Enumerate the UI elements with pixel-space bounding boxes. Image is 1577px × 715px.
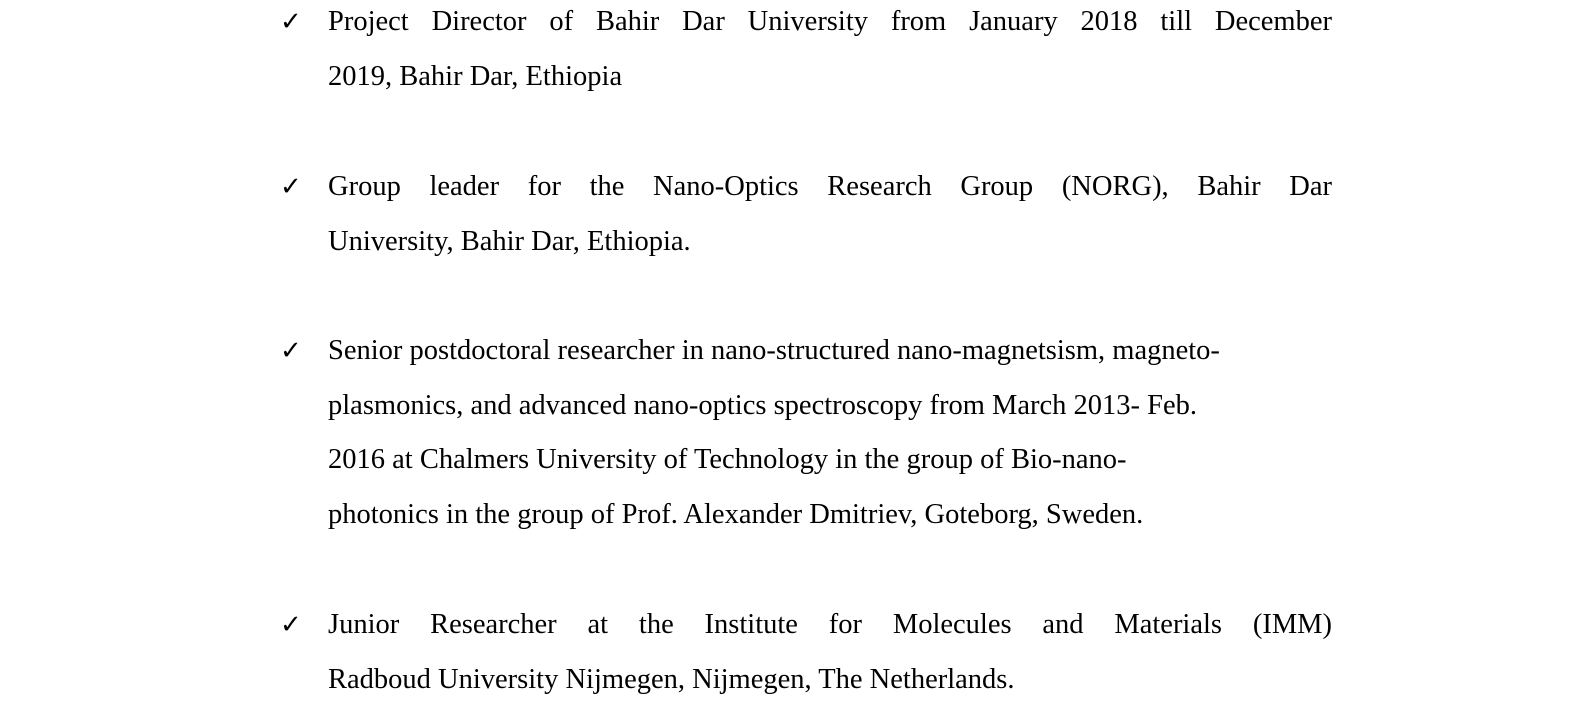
list-item-text-line: University, Bahir Dar, Ethiopia.: [328, 226, 691, 257]
list-item-text-line: 2016 at Chalmers University of Technology in the group of Bio-nano-: [328, 444, 1127, 475]
list-item-text-line: Project Director of Bahir Dar University from January 2018 till December: [328, 6, 1332, 37]
list-item-text-line: 2019, Bahir Dar, Ethiopia: [328, 61, 623, 92]
checkmark-icon: ✓: [280, 7, 302, 37]
list-item-text-line: Group leader for the Nano-Optics Research Group (NORG), Bahir Dar: [328, 171, 1332, 202]
list-item-text-line: plasmonics, and advanced nano-optics spectroscopy from March 2013- Feb.: [328, 390, 1198, 421]
list-item-text-line: Senior postdoctoral researcher in nano-structured nano-magnetsism, magneto-: [328, 335, 1220, 366]
list-item-text-line: Radboud University Nijmegen, Nijmegen, The Netherlands.: [328, 664, 1015, 695]
checkmark-icon: ✓: [280, 172, 302, 202]
list-item-text-line: photonics in the group of Prof. Alexander Dmitriev, Goteborg, Sweden.: [328, 499, 1144, 530]
checkmark-icon: ✓: [280, 336, 302, 366]
list-item-text-line: Junior Researcher at the Institute for Molecules and Materials (IMM): [328, 609, 1332, 640]
checkmark-icon: ✓: [280, 610, 302, 640]
